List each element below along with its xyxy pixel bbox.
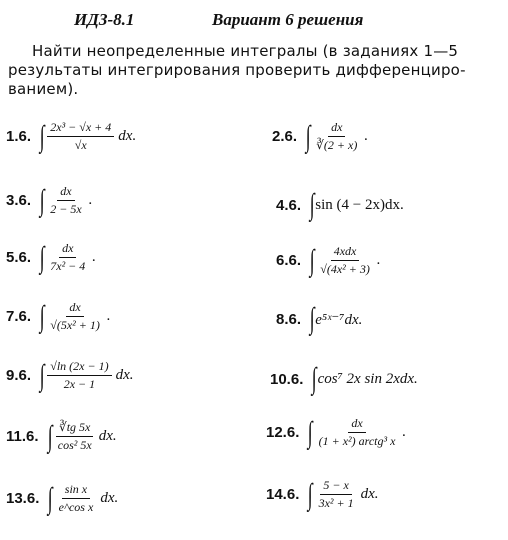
problem-number: 13.6. <box>6 490 40 507</box>
fraction-denominator: cos² 5x <box>57 438 92 452</box>
fraction-numerator: ∛tg 5x <box>56 420 93 437</box>
problem-expression <box>41 300 111 333</box>
problem-expression <box>41 120 136 153</box>
fraction-denominator: e^cos x <box>58 500 94 514</box>
differential: . <box>88 192 93 208</box>
problem-number: 3.6. <box>6 192 32 209</box>
instructions-line-1: Найти неопределенные интегралы (в заданиях 1—5 <box>32 42 459 60</box>
problem-number: 1.6. <box>6 128 32 145</box>
problem-expression <box>41 359 133 392</box>
integral-sign-icon: ∫ <box>39 183 45 217</box>
problem-expression <box>41 241 96 274</box>
problem-expression <box>307 120 368 153</box>
problem-number: 9.6. <box>6 367 32 384</box>
problem-expression <box>49 482 118 515</box>
differential: dx. <box>98 428 117 444</box>
header <box>0 10 508 36</box>
problem-number: 12.6. <box>266 424 300 441</box>
problem-number: 4.6. <box>276 196 302 214</box>
problem-expression <box>41 184 92 217</box>
fraction-denominator: √(4x² + 3) <box>320 262 370 276</box>
integral-sign-icon: ∫ <box>309 188 315 221</box>
fraction <box>47 184 84 217</box>
fraction <box>47 300 103 333</box>
problem-number: 7.6. <box>6 308 32 325</box>
fraction-denominator: (1 + x²) arctg³ x <box>318 434 396 448</box>
problem-number: 8.6. <box>276 310 302 328</box>
integral-sign-icon: ∫ <box>48 481 53 515</box>
assignment-title: ИДЗ-8.1 <box>74 10 135 29</box>
problem-expression <box>311 190 404 220</box>
fraction <box>56 482 97 515</box>
problem-11-6 <box>6 420 117 453</box>
fraction <box>316 478 357 511</box>
variant-title: Вариант 6 решения <box>212 10 364 29</box>
fraction-denominator: 2x − 1 <box>63 377 96 391</box>
fraction <box>47 120 114 153</box>
fraction-numerator: dx <box>66 300 83 317</box>
differential: . <box>364 128 369 144</box>
integral-sign-icon: ∫ <box>39 240 45 274</box>
fraction-denominator: ∛(2 + x) <box>316 138 358 152</box>
instructions <box>8 42 500 99</box>
instructions-line-2: результаты интегрирования проверить дифференциро- <box>8 61 466 79</box>
integral-sign-icon: ∫ <box>312 362 317 395</box>
fraction-denominator: √(5x² + 1) <box>50 318 100 332</box>
integral-sign-icon: ∫ <box>305 119 311 153</box>
problem-number: 10.6. <box>270 370 304 388</box>
differential: dx. <box>115 367 134 383</box>
problem-number: 5.6. <box>6 249 32 266</box>
fraction-denominator: √x <box>74 138 87 152</box>
problem-1-6 <box>6 120 136 153</box>
integrand: cos⁷ 2x sin 2xdx. <box>317 370 418 387</box>
fraction <box>55 420 95 453</box>
problem-5-6 <box>6 241 96 274</box>
problem-number: 6.6. <box>276 252 302 269</box>
fraction-numerator: 2x³ − √x + 4 <box>47 120 114 137</box>
fraction-denominator: 3x² + 1 <box>318 496 354 510</box>
integral-sign-icon: ∫ <box>309 243 315 277</box>
fraction-numerator: sin x <box>62 482 90 499</box>
fraction <box>313 120 360 153</box>
instructions-line-3: ванием). <box>8 80 79 98</box>
problem-expression <box>309 416 406 449</box>
problem-number: 2.6. <box>272 128 298 145</box>
integrand: e⁵ˣ⁻⁷dx. <box>315 311 363 328</box>
differential: . <box>376 252 381 268</box>
fraction-numerator: √ln (2x − 1) <box>47 359 111 376</box>
fraction <box>316 416 399 449</box>
differential: dx. <box>118 128 137 144</box>
fraction <box>47 241 88 274</box>
integral-sign-icon: ∫ <box>39 358 45 392</box>
fraction <box>47 359 111 392</box>
fraction-numerator: 5 − x <box>320 478 351 495</box>
integral-sign-icon: ∫ <box>309 302 315 335</box>
problem-number: 14.6. <box>266 486 300 503</box>
integral-sign-icon: ∫ <box>39 119 45 153</box>
integral-sign-icon: ∫ <box>47 419 53 453</box>
fraction <box>317 244 373 277</box>
fraction-denominator: 2 − 5x <box>50 202 82 216</box>
problem-7-6 <box>6 300 111 333</box>
problem-8-6 <box>276 304 362 334</box>
differential: dx. <box>360 486 379 502</box>
differential: . <box>402 424 407 440</box>
fraction-numerator: dx <box>328 120 345 137</box>
fraction-numerator: dx <box>59 241 76 258</box>
fraction-numerator: dx <box>348 416 365 433</box>
problem-expression <box>309 478 378 511</box>
problem-13-6 <box>6 482 118 515</box>
problem-9-6 <box>6 359 134 392</box>
fraction-numerator: 4xdx <box>331 244 360 261</box>
problem-6-6 <box>276 244 381 277</box>
problem-number: 11.6. <box>6 428 39 445</box>
problem-14-6 <box>266 478 379 511</box>
differential: . <box>92 249 97 265</box>
problem-4-6 <box>276 190 404 220</box>
problem-expression <box>311 304 362 334</box>
integral-sign-icon: ∫ <box>39 299 45 333</box>
problem-expression <box>311 244 381 277</box>
problem-3-6 <box>6 184 92 217</box>
problem-2-6 <box>272 120 368 153</box>
fraction-denominator: 7x² − 4 <box>50 259 86 273</box>
problem-expression <box>49 420 117 453</box>
problem-10-6 <box>270 364 418 394</box>
problem-expression <box>313 364 417 394</box>
integrand: sin (4 − 2x)dx. <box>315 196 404 213</box>
problem-12-6 <box>266 416 406 449</box>
integral-sign-icon: ∫ <box>308 415 313 449</box>
fraction-numerator: dx <box>57 184 74 201</box>
differential: . <box>106 308 111 324</box>
integral-sign-icon: ∫ <box>308 477 313 511</box>
differential: dx. <box>100 490 119 506</box>
